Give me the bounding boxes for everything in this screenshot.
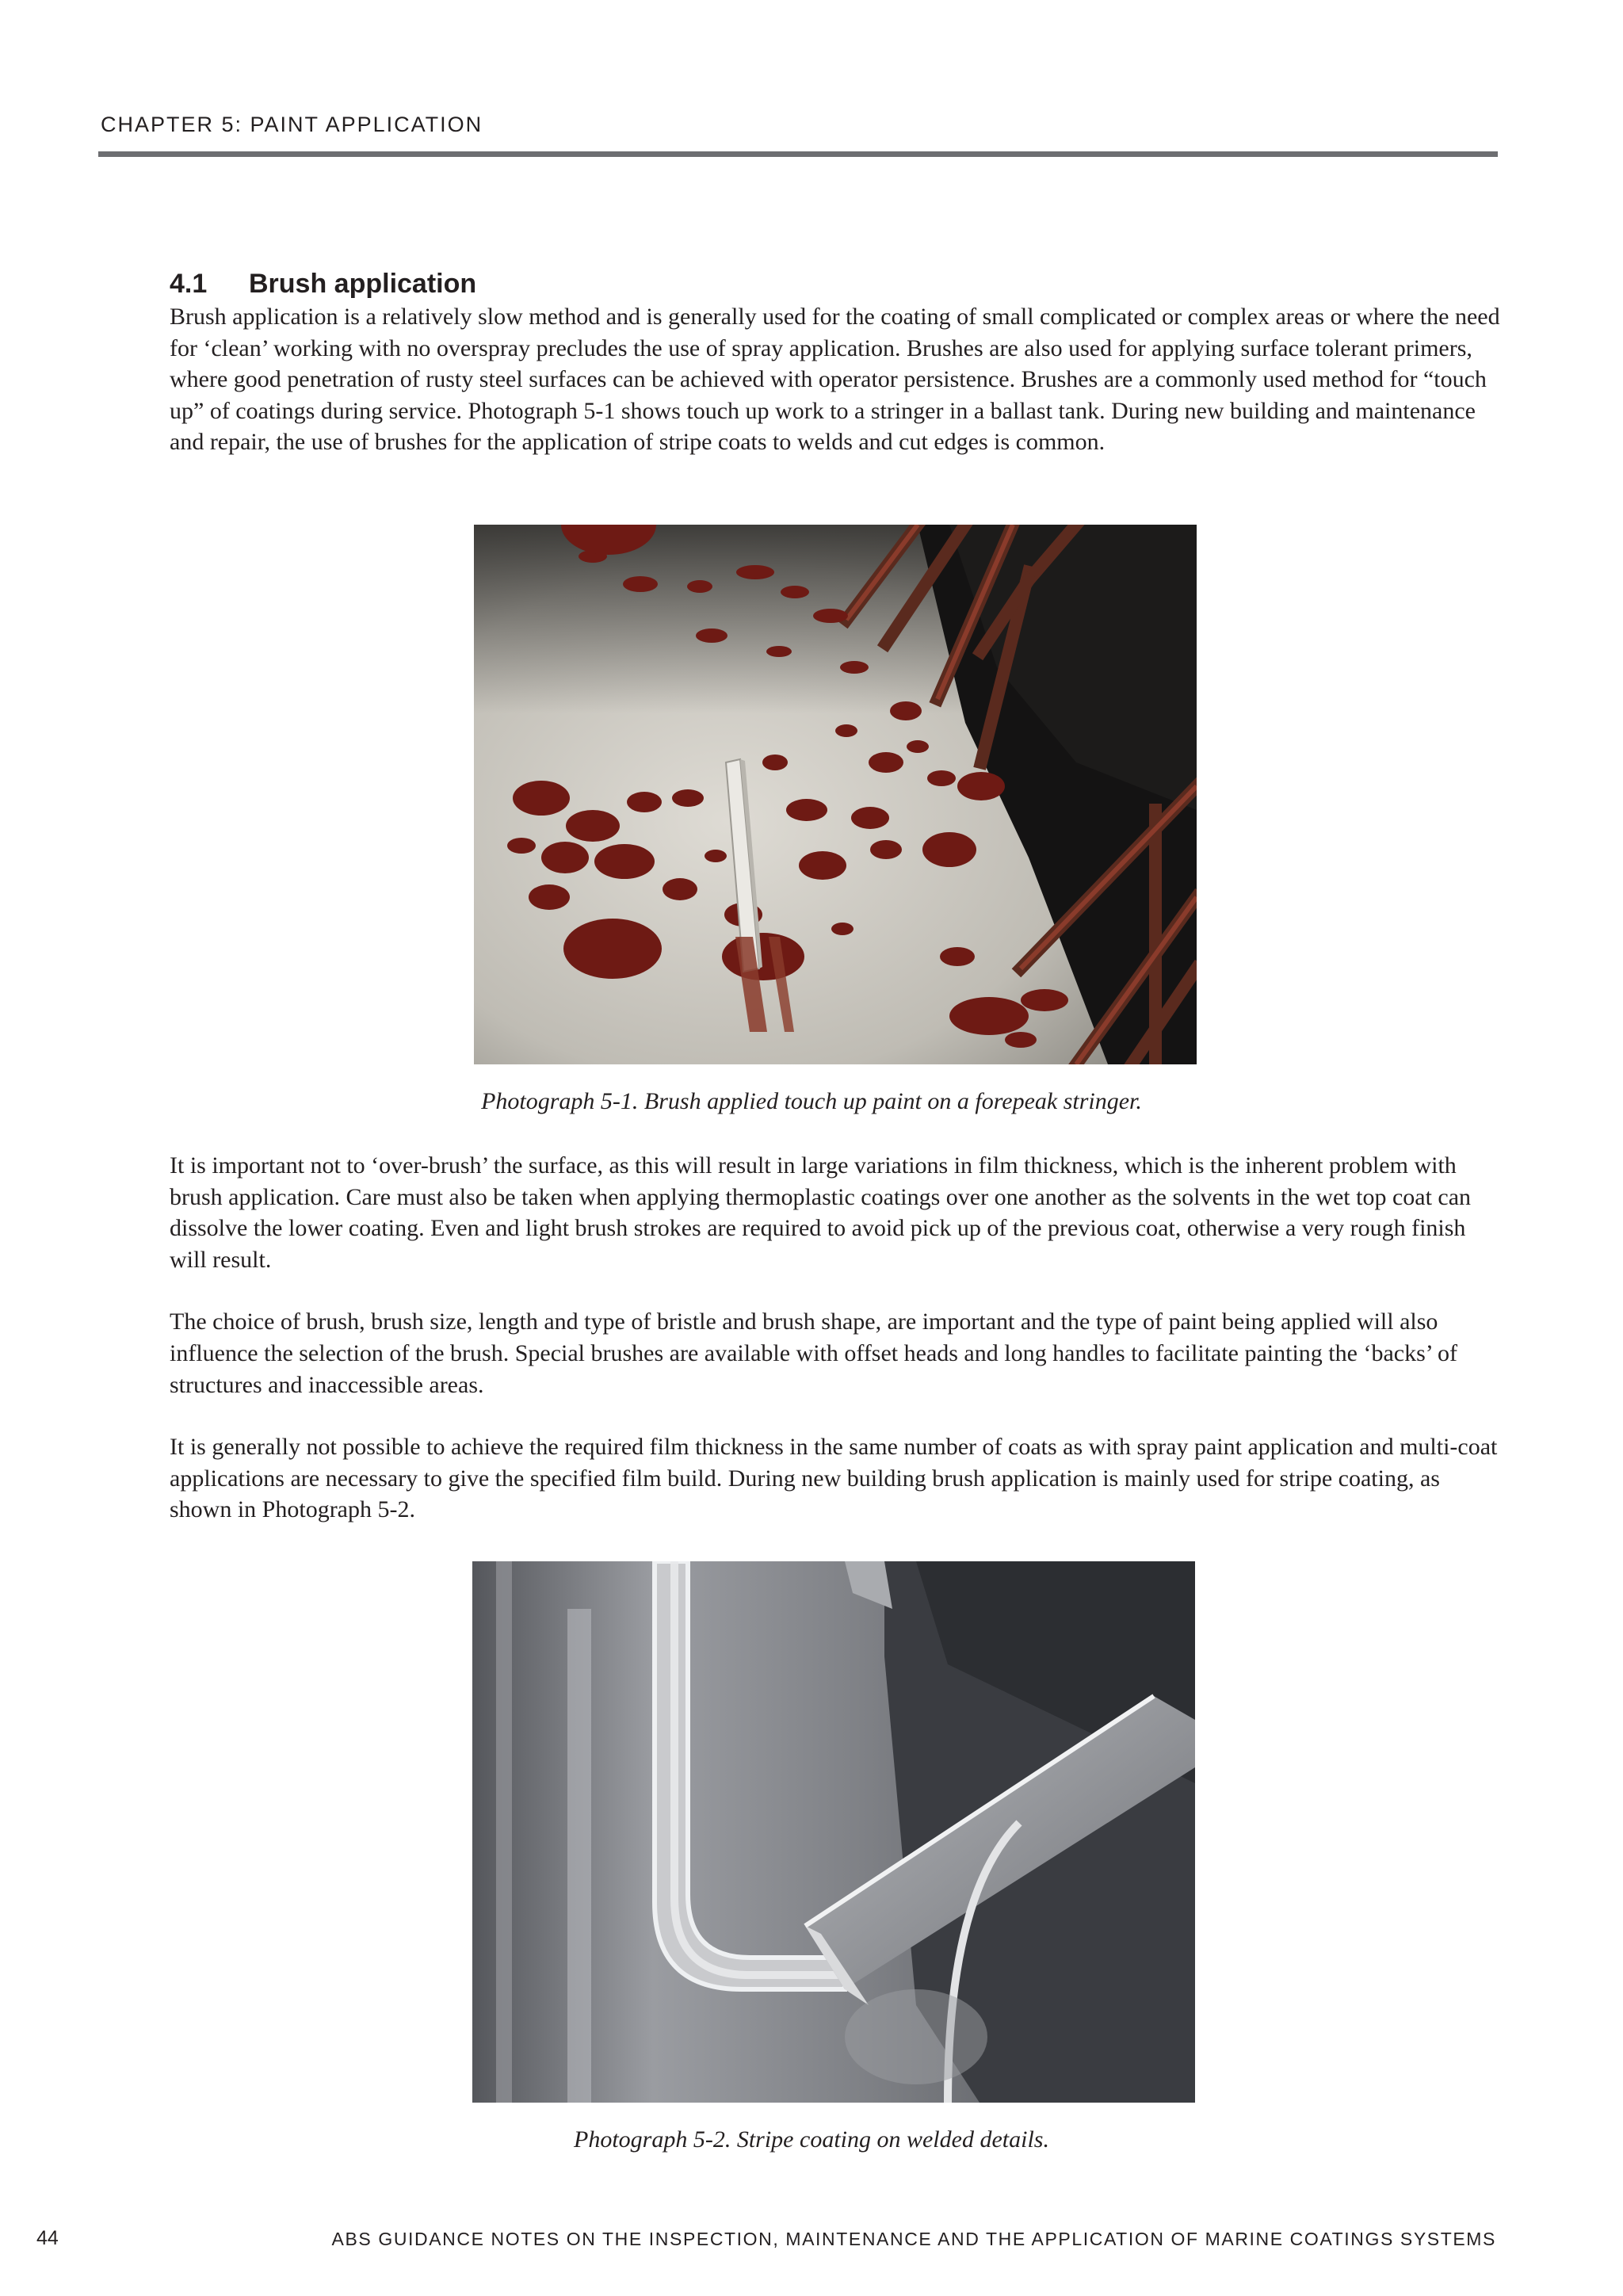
paragraph-over-brush: It is important not to ‘over-brush’ the surface, as this will result in large variations in film thickness, which is the inherent problem with brush application. Care must also be taken when applying thermoplastic coatings over one another as the solvents in the wet top coat can dissolve the lower coating. Even and light brush strokes are required to avoid pick up of the previous coat, otherwise a very rough finish will result. [170, 1152, 1472, 1273]
paragraph-film-thickness: It is generally not possible to achieve the required film thickness in the same number of coats as with spray paint application and multi-coat applications are necessary to give the specified film build. During new building brush application is mainly used for stripe coating, as shown in Photograph 5-2. [170, 1434, 1498, 1523]
paragraph-intro: Brush application is a relatively slow method and is generally used for the coating of small complicated or complex areas or where the need for ‘clean’ working with no overspray precludes the use of spray application. Brushes are also used for applying surface tolerant primers, where good penetration of rusty steel surfaces can be achieved with operator persistence. Brushes are a commonly used method for “touch up” of coatings during service. Photograph 5-1 shows touch up work to a stringer in a ballast tank. During new building and maintenance and repair, the use of brushes for the application of stripe coats to welds and cut edges is common. [170, 304, 1500, 456]
section-number: 4.1 [170, 269, 208, 299]
caption-photograph-5-1: Photograph 5-1. Brush applied touch up paint on a forepeak stringer. [481, 1088, 1142, 1114]
section-heading [170, 266, 1501, 301]
section-title: Brush application [249, 269, 477, 299]
section-content [170, 266, 1501, 458]
page-number: 44 [36, 2227, 59, 2249]
photograph-5-1 [474, 525, 1197, 1064]
caption-photograph-5-2: Photograph 5-2. Stripe coating on welded details. [574, 2126, 1049, 2153]
paragraph-brush-choice: The choice of brush, brush size, length and type of bristle and brush shape, are important and the type of paint being applied will also influence the selection of the brush. Special brushes are available with offset heads and long handles to facilitate painting the ‘backs’ of structures and inaccessible areas. [170, 1308, 1458, 1398]
header-rule [98, 151, 1498, 157]
photograph-5-2 [472, 1561, 1195, 2103]
running-head: CHAPTER 5: PAINT APPLICATION [101, 113, 483, 136]
section-content-continued [170, 1150, 1501, 1526]
forepeak-stringer-photo [474, 525, 1197, 1064]
stripe-coating-photo [472, 1561, 1195, 2103]
publication-title: ABS GUIDANCE NOTES ON THE INSPECTION, MAINTENANCE AND THE APPLICATION OF MARINE COATINGS SYSTEMS [331, 2229, 1496, 2249]
